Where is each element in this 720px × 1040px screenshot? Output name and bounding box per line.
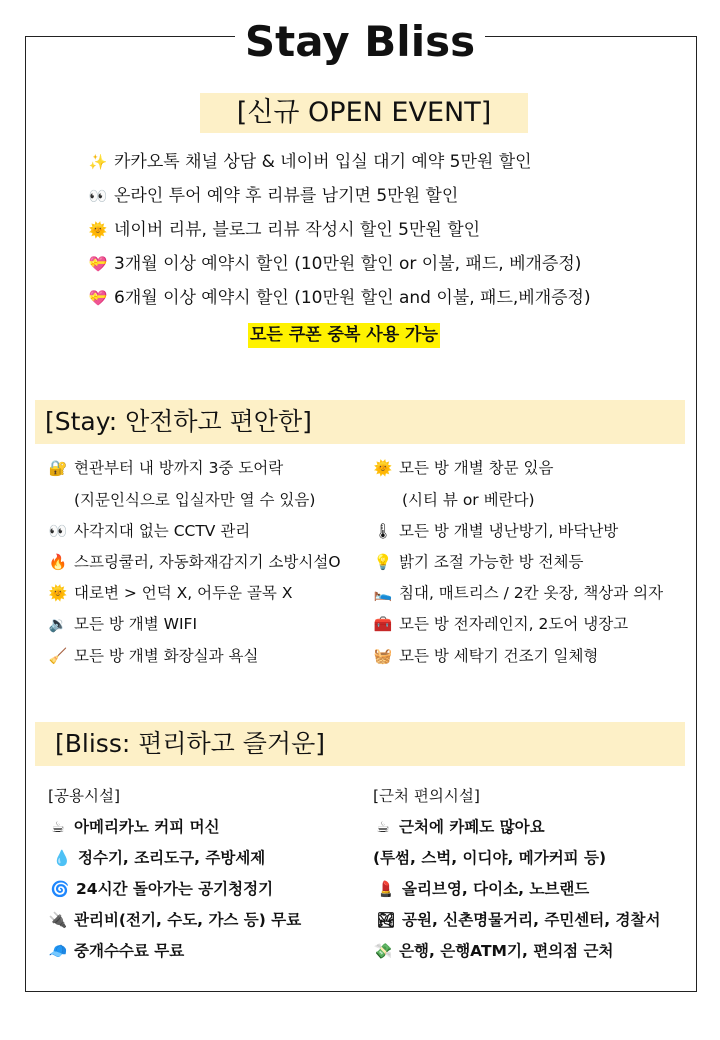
- thermometer-icon: 🌡: [373, 522, 393, 540]
- bliss-heading: [Bliss: 편리하고 즐거운]: [55, 729, 325, 758]
- stay-item-text: 대로변 > 언덕 X, 어두운 골목 X: [74, 584, 293, 602]
- toolbox-icon: 🧰: [373, 615, 393, 633]
- cleaning-icon: 🧹: [48, 647, 68, 665]
- lock-icon: 🔐: [48, 459, 68, 477]
- bliss-left-item: [50, 879, 273, 899]
- sun-icon: 🌞: [48, 584, 68, 602]
- bliss-right-item: [373, 817, 545, 837]
- stay-item-text: 모든 방 개별 냉난방기, 바닥난방: [399, 522, 619, 540]
- event-item: [88, 253, 581, 275]
- stay-right-item: [373, 552, 583, 572]
- cyclone-icon: 🌀: [50, 880, 70, 898]
- fire-icon: 🔥: [48, 553, 68, 571]
- nearby-facilities-heading: [근처 편의시설]: [373, 787, 480, 805]
- stay-item-sub: (지문인식으로 입실자만 열 수 있음): [74, 491, 316, 509]
- bliss-item-text: 은행, 은행ATM기, 편의점 근처: [399, 942, 614, 960]
- event-item-text: 네이버 리뷰, 블로그 리뷰 작성시 할인 5만원 할인: [114, 220, 481, 240]
- gift-heart-icon: 💝: [88, 255, 108, 273]
- stay-item-text: 밝기 조절 가능한 방 전체등: [399, 553, 584, 571]
- stay-item-text: 스프링쿨러, 자동화재감지기 소방시설O: [74, 553, 341, 571]
- money-icon: 💸: [373, 942, 393, 960]
- bliss-item-text: 공원, 신촌명물거리, 주민센터, 경찰서: [402, 911, 661, 929]
- basket-icon: 🧺: [373, 647, 393, 665]
- stay-item-text: 모든 방 전자레인지, 2도어 냉장고: [399, 615, 629, 633]
- stay-right-item: [373, 583, 663, 603]
- stay-left-item: [48, 583, 292, 603]
- page-title: Stay Bliss: [235, 14, 485, 70]
- bliss-item-text: 정수기, 조리도구, 주방세제: [78, 849, 266, 867]
- speaker-icon: 🔉: [48, 615, 68, 633]
- bliss-item-text: 올리브영, 다이소, 노브랜드: [402, 880, 590, 898]
- coffee-icon: ☕: [51, 818, 65, 836]
- bliss-left-item: [52, 848, 265, 868]
- sparkles-icon: ✨: [88, 153, 108, 171]
- droplet-icon: 💧: [52, 849, 72, 867]
- stay-left-item: [48, 646, 258, 666]
- coffee-icon: ☕: [376, 818, 390, 836]
- bliss-item-text: 24시간 돌아가는 공기청정기: [76, 880, 274, 898]
- sun-icon: 🌞: [88, 221, 108, 239]
- gift-heart-icon: 💝: [88, 289, 108, 307]
- sun-icon: 🌞: [373, 459, 393, 477]
- event-item: [88, 151, 532, 173]
- event-item: [88, 185, 458, 207]
- event-item-text: 6개월 이상 예약시 할인 (10만원 할인 and 이불, 패드,베개증정): [114, 288, 591, 308]
- hat-icon: 🧢: [48, 942, 68, 960]
- bliss-left-item: [48, 941, 184, 961]
- stay-left-item: [48, 552, 341, 572]
- event-item-text: 온라인 투어 예약 후 리뷰를 남기면 5만원 할인: [114, 186, 459, 206]
- event-heading: [신규 OPEN EVENT]: [200, 93, 528, 133]
- coupon-note: 모든 쿠폰 중복 사용 가능: [248, 323, 440, 348]
- stay-right-item: [373, 458, 553, 478]
- stay-right-item: [373, 614, 628, 634]
- stay-item-text: 현관부터 내 방까지 3중 도어락: [74, 459, 284, 477]
- stay-item-text: 침대, 매트리스 / 2칸 옷장, 책상과 의자: [399, 584, 664, 602]
- bliss-left-item: [48, 817, 220, 837]
- bed-icon: 🛌: [373, 584, 393, 602]
- event-item-text: 카카오톡 채널 상담 & 네이버 입실 대기 예약 5만원 할인: [114, 152, 532, 172]
- bliss-right-item: [376, 910, 660, 930]
- bliss-right-item: [376, 879, 589, 899]
- eyes-icon: 👀: [48, 522, 68, 540]
- stay-item-text: 사각지대 없는 CCTV 관리: [74, 522, 251, 540]
- stay-item-text: 모든 방 개별 화장실과 욕실: [74, 647, 259, 665]
- stay-item-text: 모든 방 개별 WIFI: [74, 615, 198, 633]
- bliss-item-text: 아메리카노 커피 머신: [74, 818, 220, 836]
- stay-left-item: [48, 521, 250, 541]
- lipstick-icon: 💄: [376, 880, 396, 898]
- bliss-item-sub: (투썸, 스벅, 이디야, 메가커피 등): [373, 849, 607, 867]
- event-item: [88, 219, 480, 241]
- bliss-right-item: [373, 941, 614, 961]
- stay-heading: [Stay: 안전하고 편안한]: [45, 407, 312, 436]
- bliss-item-text: 관리비(전기, 수도, 가스 등) 무료: [74, 911, 302, 929]
- stay-item-sub: (시티 뷰 or 베란다): [402, 491, 535, 509]
- stay-item-text: 모든 방 개별 창문 있음: [399, 459, 554, 477]
- bliss-item-text: 근처에 카페도 많아요: [399, 818, 545, 836]
- eyes-icon: 👀: [88, 187, 108, 205]
- stay-right-item: [373, 521, 618, 541]
- stay-left-item: [48, 614, 197, 634]
- bulb-icon: 💡: [373, 553, 393, 571]
- stay-item-text: 모든 방 세탁기 건조기 일체형: [399, 647, 599, 665]
- event-item-text: 3개월 이상 예약시 할인 (10만원 할인 or 이불, 패드, 베개증정): [114, 254, 582, 274]
- plug-icon: 🔌: [48, 911, 68, 929]
- shared-facilities-heading: [공용시설]: [48, 787, 120, 805]
- bliss-item-text: 중개수수료 무료: [74, 942, 185, 960]
- bliss-left-item: [48, 910, 301, 930]
- stay-right-item: [373, 646, 598, 666]
- stay-left-item: [48, 458, 283, 478]
- event-item: [88, 287, 591, 309]
- landscape-icon: 🏞: [376, 911, 396, 929]
